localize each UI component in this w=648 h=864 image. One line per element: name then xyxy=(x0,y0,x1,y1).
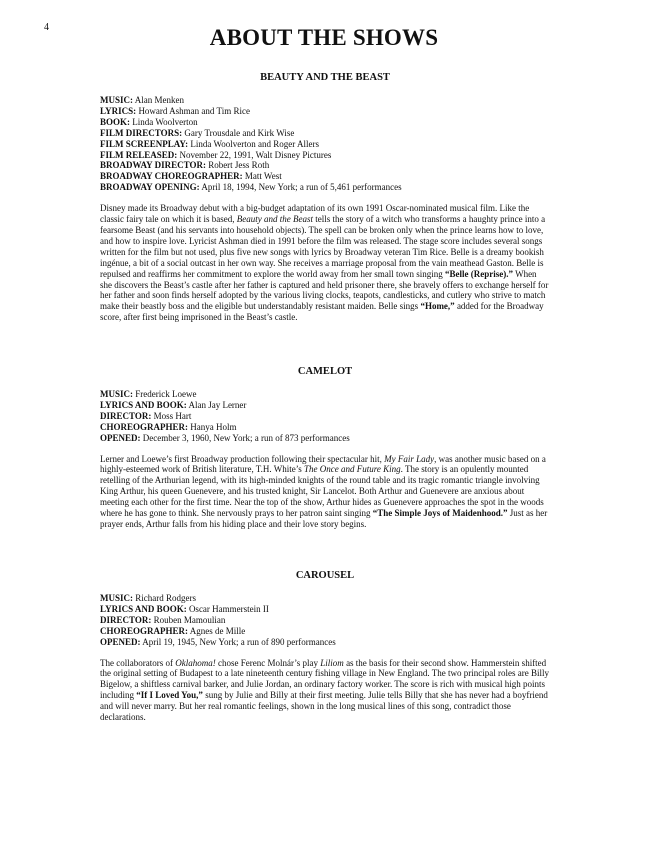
credit-value: Alan Menken xyxy=(134,95,185,105)
credit-line xyxy=(100,128,550,139)
credit-value: Agnes de Mille xyxy=(189,625,246,636)
credit-label: MUSIC: xyxy=(100,593,133,603)
credit-value: April 19, 1945, New York; a run of 890 performances xyxy=(142,636,336,647)
credit-line xyxy=(100,422,550,433)
credit-label: LYRICS: xyxy=(100,105,137,116)
credit-value: Matt West xyxy=(244,171,282,182)
credit-label: DIRECTOR: xyxy=(100,614,152,625)
credit-line xyxy=(100,593,550,604)
credit-line xyxy=(100,106,550,117)
credit-line xyxy=(100,604,550,615)
credits-list xyxy=(100,389,550,444)
credit-value: November 22, 1991, Walt Disney Pictures xyxy=(179,149,332,160)
credit-value: Alan Jay Lerner xyxy=(188,399,247,410)
credit-value: Rouben Mamoulian xyxy=(153,614,226,625)
credit-label: BROADWAY CHOREOGRAPHER: xyxy=(100,171,243,182)
credit-line xyxy=(100,626,550,637)
credit-label: MUSIC: xyxy=(100,389,133,399)
credit-line xyxy=(100,150,550,161)
synopsis-text: When she discovers the Beast’s castle after her father is captured and held prisoner there, she bravely offers to exchange herself for her father and soon finds herself adopted by the various living clocks, teapots, candlesticks, and cutlery who strive to match make their beastly boss and the eligible but understandably resistant maiden. Belle sings xyxy=(100,268,549,312)
synopsis-paragraph xyxy=(100,203,550,323)
credit-value: Linda Woolverton and Roger Allers xyxy=(190,138,319,149)
show-title: CAMELOT xyxy=(297,366,353,377)
synopsis-text: added for the Broadway score, after first being imprisoned in the Beast’s castle. xyxy=(100,301,544,323)
synopsis-text: as the basis for their second show. Hammerstein shifted the original setting of Budapest to a late nineteenth century fishing village in New England. The two principal roles are Billy Bigelow, a shiftless carnival barker, and Julie Jordan, an ordinary factory worker. The score is rich with musical high points including xyxy=(100,657,549,701)
credit-label: DIRECTOR: xyxy=(100,410,152,421)
synopsis-paragraph xyxy=(100,658,550,723)
credit-value: Moss Hart xyxy=(153,410,192,421)
show-section-camelot xyxy=(100,366,550,539)
work-title: The Once and Future King xyxy=(303,464,401,475)
credit-label: BOOK: xyxy=(100,116,131,127)
credit-label: MUSIC: xyxy=(100,95,133,105)
credit-label: FILM SCREENPLAY: xyxy=(100,138,189,149)
credit-line xyxy=(100,411,550,422)
credit-value: Oscar Hammerstein II xyxy=(188,603,269,614)
work-title: My Fair Lady xyxy=(384,453,435,464)
synopsis-text: The collaborators of xyxy=(100,657,176,668)
credit-label: FILM DIRECTORS: xyxy=(100,127,183,138)
show-section-beauty-and-the-beast xyxy=(100,72,550,332)
credits-list xyxy=(100,593,550,648)
page-title: ABOUT THE SHOWS xyxy=(209,25,439,50)
credit-label: CHOREOGRAPHER: xyxy=(100,421,189,432)
synopsis-text: Lerner and Loewe’s first Broadway production following their spectacular hit, xyxy=(100,453,385,464)
credit-value: Howard Ashman and Tim Rice xyxy=(138,105,250,116)
song-title: “If I Loved You,” xyxy=(136,690,203,701)
credit-line xyxy=(100,160,550,171)
credit-line xyxy=(100,171,550,182)
credit-value: Hanya Holm xyxy=(190,421,237,432)
work-title: Liliom xyxy=(320,657,344,668)
synopsis-text: Disney made its Broadway debut with a big-budget adaptation of its own 1991 Oscar-nominated musical film. Like the classic fairy tale on which it is based, xyxy=(100,203,530,225)
credit-value: Robert Jess Roth xyxy=(208,160,270,171)
work-title: Beauty and the Beast xyxy=(236,214,313,225)
show-section-carousel xyxy=(100,570,550,732)
credit-label: LYRICS AND BOOK: xyxy=(100,603,187,614)
synopsis-paragraph xyxy=(100,454,550,530)
credit-line xyxy=(100,389,550,400)
credit-line xyxy=(100,117,550,128)
synopsis-text: tells the story of a witch who transforms a haughty prince into a fearsome Beast (and his servants into household objects). The spell can be broken only when the prince learns how to love, and how to inspire love. Lyricist Ashman died in 1991 before the film was released. The stage score includes several songs written for the film but not used, plus five new songs with lyrics by Broadway veteran Tim Rice. Belle is a dreamy bookish ingénue, a bit of a social outcast in her own way. She receives a marriage proposal from the vain meathead Gaston. Belle is repulsed and reaffirms her commitment to explore the world away from her small town singing xyxy=(100,214,546,279)
credit-line xyxy=(100,433,550,444)
show-title: BEAUTY AND THE BEAST xyxy=(260,72,390,83)
credit-line xyxy=(100,637,550,648)
credit-line xyxy=(100,95,550,106)
song-title: “The Simple Joys of Maidenhood.” xyxy=(372,508,508,519)
song-title: “Belle (Reprise).” xyxy=(445,268,513,279)
credit-label: OPENED: xyxy=(100,636,141,647)
credit-value: April 18, 1994, New York; a run of 5,461 performances xyxy=(201,182,402,193)
song-title: “Home,” xyxy=(420,301,455,312)
credit-label: BROADWAY OPENING: xyxy=(100,182,200,193)
credit-label: OPENED: xyxy=(100,432,141,443)
synopsis-text: chose Ferenc Molnár’s play xyxy=(215,657,321,668)
credit-value: December 3, 1960, New York; a run of 873 performances xyxy=(142,432,350,443)
work-title: Oklahoma! xyxy=(175,657,216,668)
credit-label: CHOREOGRAPHER: xyxy=(100,625,189,636)
synopsis-text: , was another music based on a highly-esteemed work of British literature, T.H. White’s xyxy=(100,453,546,475)
credit-label: BROADWAY DIRECTOR: xyxy=(100,160,206,171)
credit-value: Richard Rodgers xyxy=(135,593,196,603)
credit-label: LYRICS AND BOOK: xyxy=(100,399,187,410)
credit-value: Frederick Loewe xyxy=(135,389,197,399)
page-number: 4 xyxy=(44,22,49,33)
credit-value: Gary Trousdale and Kirk Wise xyxy=(184,127,295,138)
credits-list xyxy=(100,95,550,193)
synopsis-text: . The story is an opulently mounted retelling of the Arthurian legend, with its high-minded knights of the round table and its tragic romantic triangle involving King Arthur, his queen Guenevere, and his trusted knight, Sir Lancelot. Both Arthur and Guenevere are anxious about meeting each other for the first time. Near the top of the show, Arthur hides as Guenevere approaches the spot in the woods where he has gone to think. She nervously prays to her patron saint singing xyxy=(100,464,544,519)
credit-label: FILM RELEASED: xyxy=(100,149,178,160)
credit-line xyxy=(100,139,550,150)
synopsis-text: sung by Julie and Billy at their first meeting. Julie tells Billy that she has never had a boyfriend and will never marry. But her real romantic feelings, shown in the long musical lines of this song, contradict those declarations. xyxy=(100,690,548,723)
credit-line xyxy=(100,182,550,193)
credit-line xyxy=(100,615,550,626)
credit-value: Linda Woolverton xyxy=(132,116,198,127)
show-title: CAROUSEL xyxy=(295,570,355,581)
synopsis-text: Just as her prayer ends, Arthur falls from his hiding place and their love story begins. xyxy=(100,508,548,529)
credit-line xyxy=(100,400,550,411)
